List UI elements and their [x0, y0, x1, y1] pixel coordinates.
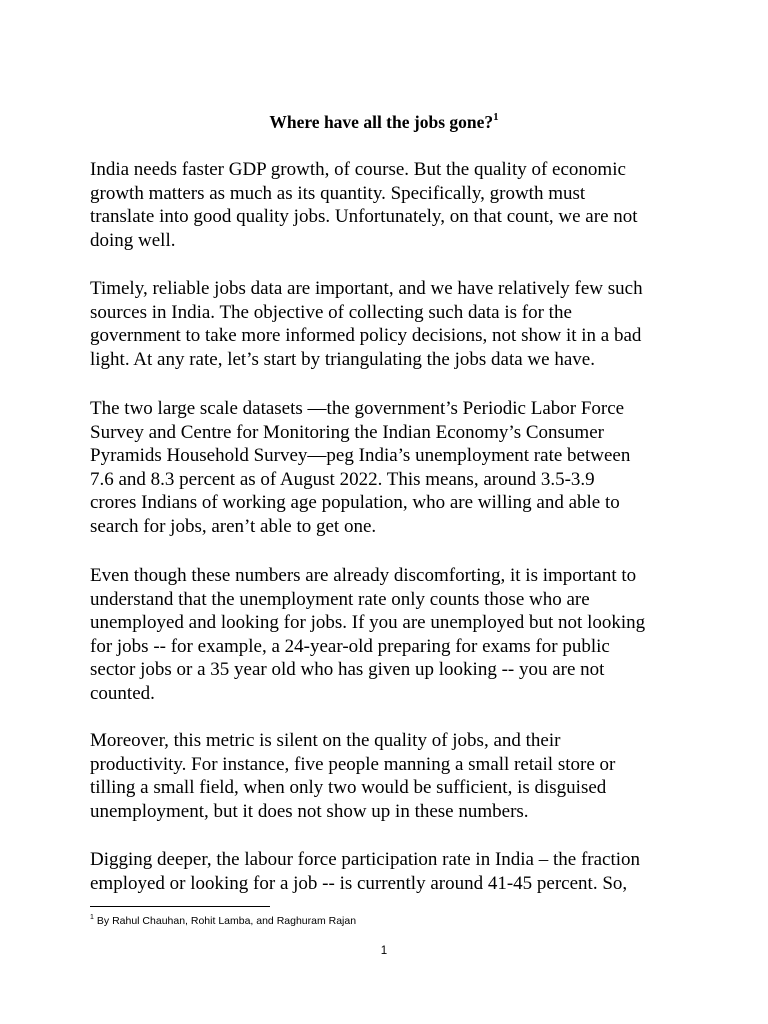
- page-number: 1: [380, 945, 388, 957]
- paragraph-5: [90, 729, 690, 823]
- paragraph-line: productivity. For instance, five people manning a small retail store or: [90, 753, 616, 775]
- footnote-separator: [90, 906, 270, 907]
- paragraph-line: growth matters as much as its quantity. Specifically, growth must: [90, 182, 586, 204]
- paragraph-4: [90, 564, 690, 706]
- paragraph-6: [90, 848, 690, 895]
- paragraph-line: Even though these numbers are already discomforting, it is important to: [90, 565, 637, 586]
- paragraph-line: translate into good quality jobs. Unfortunately, on that count, we are not: [90, 206, 638, 228]
- paragraph-line: search for jobs, aren’t able to get one.: [90, 515, 377, 537]
- paragraph-line: light. At any rate, let’s start by triangulating the jobs data we have.: [90, 348, 595, 370]
- paragraph-line: The two large scale datasets —the government’s Periodic Labor Force: [90, 398, 625, 419]
- paragraph-line: employed or looking for a job -- is currently around 41-45 percent. So,: [90, 872, 628, 894]
- paragraph-line: tilling a small field, when only two would be sufficient, is disguised: [90, 777, 607, 799]
- paragraph-line: doing well.: [90, 229, 176, 251]
- paragraph-3: [90, 397, 690, 539]
- footnote: [90, 914, 356, 928]
- paragraph-1: [90, 158, 690, 252]
- paragraph-line: for jobs -- for example, a 24-year-old preparing for exams for public: [90, 635, 610, 657]
- paragraph-line: counted.: [90, 682, 155, 704]
- paragraph-line: 7.6 and 8.3 percent as of August 2022. This means, around 3.5-3.9: [90, 468, 595, 490]
- paragraph-line: sources in India. The objective of collecting such data is for the: [90, 301, 572, 323]
- paragraph-line: Pyramids Household Survey—peg India’s unemployment rate between: [90, 445, 631, 467]
- paragraph-line: Survey and Centre for Monitoring the Indian Economy’s Consumer: [90, 421, 604, 443]
- paragraph-line: Timely, reliable jobs data are important, and we have relatively few such: [90, 278, 643, 299]
- document-title-text: Where have all the jobs gone?: [269, 112, 494, 132]
- document-title: [0, 110, 768, 134]
- paragraph-2: [90, 277, 690, 371]
- paragraph-line: crores Indians of working age population, who are willing and able to: [90, 492, 620, 514]
- paragraph-line: India needs faster GDP growth, of course. But the quality of economic: [90, 159, 626, 180]
- paragraph-line: understand that the unemployment rate only counts those who are: [90, 588, 590, 610]
- paragraph-line: sector jobs or a 35 year old who has given up looking -- you are not: [90, 659, 605, 681]
- paragraph-line: Moreover, this metric is silent on the quality of jobs, and their: [90, 730, 561, 751]
- paragraph-line: government to take more informed policy decisions, not show it in a bad: [90, 325, 642, 347]
- footnote-marker: 1: [90, 913, 94, 921]
- paragraph-line: unemployment, but it does not show up in these numbers.: [90, 800, 529, 822]
- paragraph-line: unemployed and looking for jobs. If you are unemployed but not looking: [90, 612, 646, 634]
- footnote-text: By Rahul Chauhan, Rohit Lamba, and Raghuram Rajan: [96, 915, 357, 927]
- title-footnote-marker[interactable]: 1: [493, 111, 499, 124]
- paragraph-line: Digging deeper, the labour force participation rate in India – the fraction: [90, 849, 641, 870]
